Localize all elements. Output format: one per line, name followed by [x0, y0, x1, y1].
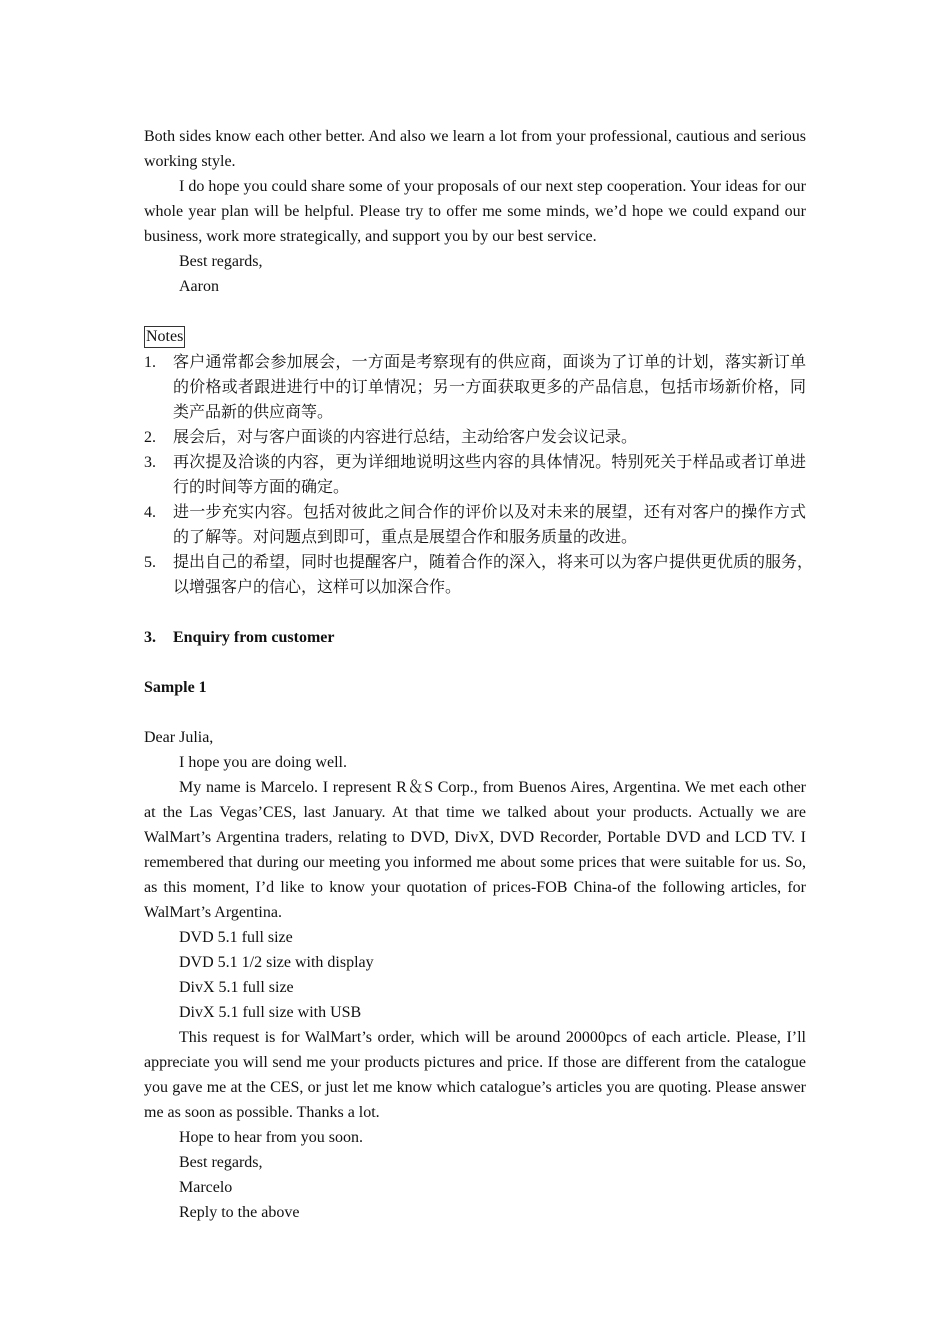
- note-item: [144, 500, 806, 550]
- greeting: I hope you are doing well.: [179, 754, 347, 771]
- notes-list: [144, 350, 814, 600]
- note-item: [144, 425, 806, 450]
- letter-paragraph: Both sides know each other better. And also we learn a lot from your professional, cautious and serious working style.: [144, 128, 806, 170]
- spacer: [144, 299, 806, 324]
- note-text: 进一步充实内容。包括对彼此之间合作的评价以及对未来的展望，还有对客户的操作方式的了解等。对问题点到即可，重点是展望合作和服务质量的改进。: [173, 504, 806, 546]
- letter-signature: Marcelo: [179, 1179, 233, 1196]
- notes-label: Notes: [144, 326, 185, 348]
- note-text: 提出自己的希望，同时也提醒客户，随着合作的深入，将来可以为客户提供更优质的服务，以增强客户的信心，这样可以加深合作。: [173, 554, 814, 596]
- note-item: [144, 550, 813, 600]
- sample-title: Sample 1: [144, 679, 207, 696]
- note-number: 4.: [144, 504, 156, 521]
- article-item: DivX 5.1 full size: [179, 979, 294, 996]
- document-page: [144, 124, 814, 1225]
- note-text: 展会后，对与客户面谈的内容进行总结，主动给客户发会议记录。: [173, 429, 638, 446]
- note-text: 再次提及洽谈的内容，更为详细地说明这些内容的具体情况。特别死关于样品或者订单进行的时间等方面的确定。: [173, 454, 806, 496]
- article-item: DVD 5.1 full size: [179, 929, 293, 946]
- reply-line: Reply to the above: [179, 1204, 300, 1221]
- salutation: Dear Julia,: [144, 729, 214, 746]
- spacer: [144, 600, 806, 625]
- note-number: 5.: [144, 554, 156, 571]
- article-item: DVD 5.1 1/2 size with display: [179, 954, 374, 971]
- note-item: [144, 350, 806, 425]
- spacer: [144, 650, 806, 675]
- spacer: [144, 700, 806, 725]
- letter-paragraph: This request is for WalMart’s order, which will be around 20000pcs of each article. Please, I’ll appreciate you will send me your products pictures and price. If those are different from the catalogue you gave me at the CES, or just let me know which catalogue’s articles you are quoting. Please answer me as soon as possible. Thanks a lot.: [144, 1029, 806, 1121]
- note-text: 客户通常都会参加展会，一方面是考察现有的供应商，面谈为了订单的计划，落实新订单的价格或者跟进进行中的订单情况；另一方面获取更多的产品信息，包括市场新价格，同类产品新的供应商等。: [173, 354, 806, 421]
- letter-signature: Aaron: [179, 278, 219, 295]
- letter-paragraph: I do hope you could share some of your proposals of our next step cooperation. Your ideas for our whole year plan will be helpful. Please try to offer me some minds, we’d hope we could expand our business, work more strategically, and support you by our best service.: [144, 178, 806, 245]
- section-heading: [144, 625, 806, 650]
- letter-paragraph: My name is Marcelo. I represent R＆S Corp., from Buenos Aires, Argentina. We met each other at the Las Vegas’CES, last January. At that time we talked about your products. Actually we are WalMart’s Argentina traders, relating to DVD, DivX, DVD Recorder, Portable DVD and LCD TV. I remembered that during our meeting you informed me about some prices that were suitable for us. So, as this moment, I’d like to know your quotation of prices-FOB China-of the following articles, for WalMart’s Argentina.: [144, 779, 806, 921]
- note-number: 1.: [144, 354, 156, 371]
- letter-closing: Best regards,: [179, 253, 263, 270]
- note-item: [144, 450, 806, 500]
- section-number: 3.: [144, 629, 156, 646]
- letter-closing: Best regards,: [179, 1154, 263, 1171]
- section-title: Enquiry from customer: [173, 629, 335, 646]
- note-number: 3.: [144, 454, 156, 471]
- letter-line: Hope to hear from you soon.: [179, 1129, 363, 1146]
- article-item: DivX 5.1 full size with USB: [179, 1004, 362, 1021]
- note-number: 2.: [144, 429, 156, 446]
